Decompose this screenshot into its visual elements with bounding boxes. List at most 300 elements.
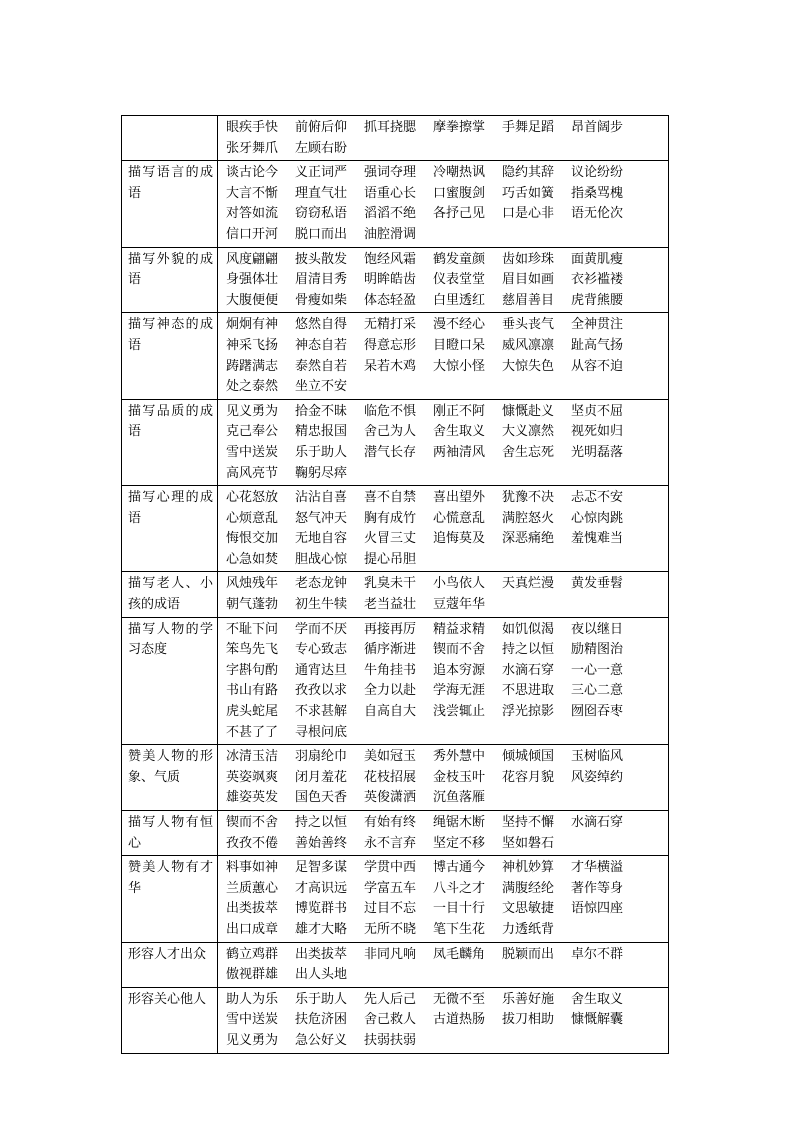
idiom: 从容不迫 (571, 358, 624, 374)
idiom: 朝气蓬勃 (226, 597, 279, 613)
idiom: 雪中送炭 (226, 1012, 279, 1028)
idiom: 字斟句酌 (226, 662, 279, 678)
idiom-line (226, 595, 668, 616)
idiom: 泰然自若 (295, 358, 348, 374)
idiom: 眉清目秀 (295, 272, 348, 288)
idiom: 学贯中西 (364, 860, 417, 876)
idiom: 沉鱼落雁 (433, 790, 486, 806)
idiom: 口蜜腹剑 (433, 185, 486, 201)
idiom: 著作等身 (571, 880, 624, 896)
idiom: 垂头丧气 (502, 317, 555, 333)
idiom: 坚贞不屈 (571, 403, 624, 419)
idiom: 威风凛凛 (502, 337, 555, 353)
idiom: 提心吊胆 (364, 551, 417, 567)
idiom: 坚持不懈 (502, 815, 555, 830)
idiom: 慈眉善目 (502, 292, 555, 308)
idiom: 扶危济困 (295, 1012, 348, 1028)
idiom: 神机妙算 (502, 860, 555, 876)
idioms-cell (218, 987, 669, 1053)
idiom: 手舞足蹈 (502, 120, 555, 135)
idiom: 舍生取义 (433, 424, 486, 440)
idiom: 豆蔻年华 (433, 597, 486, 613)
idiom: 无所不晓 (364, 921, 417, 937)
idiom: 骨瘦如柴 (295, 292, 348, 308)
idiom: 慷慨赴义 (502, 403, 555, 419)
table-row (122, 572, 669, 617)
idiom: 雪中送炭 (226, 444, 279, 460)
table-row (122, 811, 669, 856)
category-cell: 描写心理的成语 (122, 486, 218, 572)
idiom: 眼疾手快 (226, 120, 279, 135)
idiom: 临危不惧 (364, 403, 417, 419)
table-row (122, 486, 669, 572)
idiom: 左顾右盼 (295, 140, 348, 156)
idiom: 大腹便便 (226, 292, 279, 308)
idiom: 无精打采 (364, 317, 417, 333)
idiom-line (226, 509, 668, 530)
idiom: 全力以赴 (364, 683, 417, 699)
idiom-line (226, 834, 668, 855)
idiom: 谈古论今 (226, 165, 279, 181)
idioms-cell (218, 116, 669, 161)
idiom: 语无伦次 (571, 206, 624, 222)
idioms-cell (218, 572, 669, 617)
idiom: 持之以恒 (295, 815, 348, 830)
idiom: 犹豫不决 (502, 490, 555, 506)
idiom: 牛角挂书 (364, 662, 417, 678)
idiom: 舍己救人 (364, 1012, 417, 1028)
idiom: 大言不惭 (226, 185, 279, 201)
table-row (122, 116, 669, 161)
idiom: 舍己为人 (364, 424, 417, 440)
idiom: 过目不忘 (364, 901, 417, 917)
idiom: 孜孜以求 (295, 683, 348, 699)
idiom: 有始有终 (364, 815, 417, 830)
table-row (122, 313, 669, 399)
category-cell: 形容人才出众 (122, 942, 218, 987)
idiom: 心慌意乱 (433, 510, 486, 526)
idiom: 悔恨交加 (226, 531, 279, 547)
idiom: 水滴石穿 (502, 662, 555, 678)
idiom-line (226, 920, 668, 941)
idiom: 雄才大略 (295, 921, 348, 937)
idiom: 励精图治 (571, 642, 624, 658)
idiom: 通宵达旦 (295, 662, 348, 678)
idiom: 漫不经心 (433, 317, 486, 333)
idiom-line (226, 529, 668, 550)
idiom-line (226, 945, 668, 966)
idiom: 花容月貌 (502, 769, 555, 785)
table-row (122, 399, 669, 485)
idiom: 学而不厌 (295, 621, 348, 637)
idiom: 神态自若 (295, 337, 348, 353)
idiom: 脱颖而出 (502, 946, 555, 962)
idiom-line (226, 250, 668, 271)
idiom: 绳锯木断 (433, 815, 486, 830)
idiom: 追本穷源 (433, 662, 486, 678)
idiom-line (226, 813, 668, 834)
idiom: 秀外慧中 (433, 749, 486, 765)
idiom: 满腹经纶 (502, 880, 555, 896)
idiom: 踌躇满志 (226, 358, 279, 374)
idiom-line (226, 550, 668, 571)
idiom: 趾高气扬 (571, 337, 624, 353)
idiom: 巧舌如簧 (502, 185, 555, 201)
idiom-line (226, 1031, 668, 1052)
idiom: 凤毛麟角 (433, 946, 486, 962)
idiom: 强词夺理 (364, 165, 417, 181)
idiom: 英姿飒爽 (226, 769, 279, 785)
idiom: 追悔莫及 (433, 531, 486, 547)
table-row (122, 942, 669, 987)
idiom: 卓尔不群 (571, 946, 624, 962)
idiom: 议论纷纷 (571, 165, 624, 181)
idioms-cell (218, 942, 669, 987)
idiom: 脱口而出 (295, 226, 348, 242)
idiom: 先人后己 (364, 991, 417, 1007)
idiom: 身强体壮 (226, 272, 279, 288)
idiom: 精益求精 (433, 621, 486, 637)
category-cell: 描写语言的成语 (122, 161, 218, 247)
idiom: 夜以继日 (571, 621, 624, 637)
idiom: 面黄肌瘦 (571, 251, 624, 267)
idiom-line (226, 965, 668, 986)
idiom: 对答如流 (226, 206, 279, 222)
idiom: 书山有路 (226, 683, 279, 699)
category-cell: 描写神态的成语 (122, 313, 218, 399)
idiom: 出口成章 (226, 921, 279, 937)
idiom: 出类拔萃 (295, 946, 348, 962)
category-cell: 形容关心他人 (122, 987, 218, 1053)
idiom: 义正词严 (295, 165, 348, 181)
idiom: 金枝玉叶 (433, 769, 486, 785)
idiom: 呆若木鸡 (364, 358, 417, 374)
idiom: 摩拳擦掌 (433, 120, 486, 135)
idiom: 闭月羞花 (295, 769, 348, 785)
idiom: 全神贯注 (571, 317, 624, 333)
idiom: 如饥似渴 (502, 621, 555, 637)
idiom-line (226, 402, 668, 423)
idiom: 急公好义 (295, 1032, 348, 1048)
idiom: 大惊小怪 (433, 358, 486, 374)
idiom: 再接再厉 (364, 621, 417, 637)
idiom: 油腔滑调 (364, 226, 417, 242)
idiom: 乐善好施 (502, 991, 555, 1007)
idiom: 坚如磐石 (502, 835, 555, 851)
idiom-line (226, 661, 668, 682)
idiom: 笨鸟先飞 (226, 642, 279, 658)
idiom: 目瞪口呆 (433, 337, 486, 353)
idiom-line (226, 291, 668, 312)
idiom: 不求甚解 (295, 704, 348, 720)
idiom-line (226, 422, 668, 443)
idiom-line (226, 640, 668, 661)
idiom: 永不言弃 (364, 835, 417, 851)
idiom: 风烛残年 (226, 576, 279, 592)
idiom: 英俊潇洒 (364, 790, 417, 806)
category-cell: 描写老人、小孩的成语 (122, 572, 218, 617)
category-cell (122, 116, 218, 161)
table-row (122, 617, 669, 745)
idiom: 光明磊落 (571, 444, 624, 460)
idiom: 老当益壮 (364, 597, 417, 613)
idiom: 悠然自得 (295, 317, 348, 333)
idioms-cell (218, 486, 669, 572)
idiom: 学富五车 (364, 880, 417, 896)
idiom: 冷嘲热讽 (433, 165, 486, 181)
idiom-line (226, 899, 668, 920)
idiom: 克己奉公 (226, 424, 279, 440)
idioms-cell (218, 313, 669, 399)
idiom: 黄发垂髫 (571, 576, 624, 592)
idiom: 鹤立鸡群 (226, 946, 279, 962)
idiom: 冰清玉洁 (226, 749, 279, 765)
idiom: 衣衫褴褛 (571, 272, 624, 288)
idiom: 专心致志 (295, 642, 348, 658)
idiom: 笔下生花 (433, 921, 486, 937)
idiom-table-body (122, 116, 669, 1054)
idiom: 出类拔萃 (226, 901, 279, 917)
idiom: 助人为乐 (226, 991, 279, 1007)
idiom: 花枝招展 (364, 769, 417, 785)
table-row (122, 161, 669, 247)
idiom: 拾金不昧 (295, 403, 348, 419)
idiom: 浅尝辄止 (433, 704, 486, 720)
idiom-line (226, 118, 668, 139)
idiom: 锲而不舍 (433, 642, 486, 658)
idiom: 老态龙钟 (295, 576, 348, 592)
category-cell: 描写人物的学习态度 (122, 617, 218, 745)
idiom: 博览群书 (295, 901, 348, 917)
category-cell: 赞美人物有才华 (122, 856, 218, 942)
idiom-line (226, 270, 668, 291)
idiom: 天真烂漫 (502, 576, 555, 592)
idiom: 无地自容 (295, 531, 348, 547)
idiom-line (226, 879, 668, 900)
idiom: 忐忑不安 (571, 490, 624, 506)
idiom: 出人头地 (295, 967, 348, 983)
idiom: 羞愧难当 (571, 531, 624, 547)
idiom-line (226, 443, 668, 464)
idiom: 处之泰然 (226, 379, 279, 395)
idiom-line (226, 788, 668, 809)
idiom: 无微不至 (433, 991, 486, 1007)
idiom: 昂首阔步 (571, 120, 624, 135)
idiom-line (226, 574, 668, 595)
idiom: 小鸟依人 (433, 576, 486, 592)
idiom-line (226, 488, 668, 509)
idiom: 体态轻盈 (364, 292, 417, 308)
idiom: 胸有成竹 (364, 510, 417, 526)
idiom: 各抒己见 (433, 206, 486, 222)
idiom: 口是心非 (502, 206, 555, 222)
idiom: 善始善终 (295, 835, 348, 851)
idioms-cell (218, 811, 669, 856)
table-row (122, 745, 669, 811)
idiom: 才高识远 (295, 880, 348, 896)
idiom: 雄姿英发 (226, 790, 279, 806)
idiom: 前俯后仰 (295, 120, 348, 135)
idiom: 刚正不阿 (433, 403, 486, 419)
idiom: 一心一意 (571, 662, 624, 678)
idiom-line (226, 204, 668, 225)
idiom: 坚定不移 (433, 835, 486, 851)
idiom: 明眸皓齿 (364, 272, 417, 288)
idiom: 胆战心惊 (295, 551, 348, 567)
table-row (122, 856, 669, 942)
category-cell: 描写品质的成语 (122, 399, 218, 485)
idiom: 不甚了了 (226, 724, 279, 740)
idiom: 才华横溢 (571, 860, 624, 876)
idiom-line (226, 315, 668, 336)
idiom: 乐于助人 (295, 991, 348, 1007)
idiom: 兰质蕙心 (226, 880, 279, 896)
idioms-cell (218, 161, 669, 247)
idiom-line (226, 184, 668, 205)
idiom: 张牙舞爪 (226, 140, 279, 156)
idiom-line (226, 702, 668, 723)
idiom: 白里透红 (433, 292, 486, 308)
idiom: 语重心长 (364, 185, 417, 201)
idiom: 信口开河 (226, 226, 279, 242)
idiom: 八斗之才 (433, 880, 486, 896)
idiom-line (226, 336, 668, 357)
idiom: 鹤发童颜 (433, 251, 486, 267)
idiom: 潜气长存 (364, 444, 417, 460)
idiom: 喜出望外 (433, 490, 486, 506)
idiom-table (121, 115, 669, 1054)
idiom: 虎背熊腰 (571, 292, 624, 308)
idiom-line (226, 1010, 668, 1031)
idiom: 虎头蛇尾 (226, 704, 279, 720)
idiom: 乳臭未干 (364, 576, 417, 592)
idiom: 国色天香 (295, 790, 348, 806)
idiom: 倾城倾国 (502, 749, 555, 765)
idiom: 羽扇纶巾 (295, 749, 348, 765)
idiom: 火冒三丈 (364, 531, 417, 547)
idiom: 抓耳挠腮 (364, 120, 417, 135)
idiom: 见义勇为 (226, 1032, 279, 1048)
idiom: 高风亮节 (226, 465, 279, 481)
idiom: 足智多谋 (295, 860, 348, 876)
idiom: 理直气壮 (295, 185, 348, 201)
idiom-line (226, 225, 668, 246)
idiom: 浮光掠影 (502, 704, 555, 720)
idiom: 眉目如画 (502, 272, 555, 288)
idiom: 心花怒放 (226, 490, 279, 506)
idiom-line (226, 768, 668, 789)
idiom: 风姿绰约 (571, 769, 624, 785)
idiom: 喜不自禁 (364, 490, 417, 506)
idiom: 慷慨解囊 (571, 1012, 624, 1028)
idiom-line (226, 357, 668, 378)
idiom: 拔刀相助 (502, 1012, 555, 1028)
idioms-cell (218, 617, 669, 745)
idiom: 文思敏捷 (502, 901, 555, 917)
category-cell: 描写外貌的成语 (122, 247, 218, 313)
idiom-line (226, 620, 668, 641)
idiom: 舍生忘死 (502, 444, 555, 460)
idiom: 三心二意 (571, 683, 624, 699)
idiom-line (226, 990, 668, 1011)
idiom: 锲而不舍 (226, 815, 279, 830)
idiom: 满腔怒火 (502, 510, 555, 526)
idiom: 风度翩翩 (226, 251, 279, 267)
idiom: 齿如珍珠 (502, 251, 555, 267)
idiom: 指桑骂槐 (571, 185, 624, 201)
idiom: 披头散发 (295, 251, 348, 267)
idiom: 不思进取 (502, 683, 555, 699)
idiom-line (226, 681, 668, 702)
idiom: 怒气冲天 (295, 510, 348, 526)
idiom: 鞠躬尽瘁 (295, 465, 348, 481)
idiom: 扶弱扶弱 (364, 1032, 417, 1048)
idiom-line (226, 377, 668, 398)
idiom: 饱经风霜 (364, 251, 417, 267)
idiom: 非同凡响 (364, 946, 417, 962)
idiom: 孜孜不倦 (226, 835, 279, 851)
idiom: 精忠报国 (295, 424, 348, 440)
idiom-line (226, 139, 668, 160)
idiom: 心急如焚 (226, 551, 279, 567)
idioms-cell (218, 745, 669, 811)
idiom: 水滴石穿 (571, 815, 624, 830)
idiom: 持之以恒 (502, 642, 555, 658)
idiom: 两袖清风 (433, 444, 486, 460)
idioms-cell (218, 856, 669, 942)
idiom: 坐立不安 (295, 379, 348, 395)
category-cell: 赞美人物的形象、气质 (122, 745, 218, 811)
idiom: 仪表堂堂 (433, 272, 486, 288)
idiom: 沾沾自喜 (295, 490, 348, 506)
idiom: 美如冠玉 (364, 749, 417, 765)
idiom-line (226, 858, 668, 879)
idiom: 初生牛犊 (295, 597, 348, 613)
idiom: 得意忘形 (364, 337, 417, 353)
table-row (122, 987, 669, 1053)
idiom-line (226, 747, 668, 768)
idiom-line (226, 723, 668, 744)
idiom: 力透纸背 (502, 921, 555, 937)
idiom: 大惊失色 (502, 358, 555, 374)
idiom: 炯炯有神 (226, 317, 279, 333)
idiom: 循序渐进 (364, 642, 417, 658)
idiom: 不耻下问 (226, 621, 279, 637)
idiom: 自高自大 (364, 704, 417, 720)
idiom: 深恶痛绝 (502, 531, 555, 547)
table-row (122, 247, 669, 313)
idiom: 语惊四座 (571, 901, 624, 917)
idioms-cell (218, 247, 669, 313)
idiom: 博古通今 (433, 860, 486, 876)
idiom: 一目十行 (433, 901, 486, 917)
category-cell: 描写人物有恒心 (122, 811, 218, 856)
idiom: 窃窃私语 (295, 206, 348, 222)
idiom: 神采飞扬 (226, 337, 279, 353)
idiom: 滔滔不绝 (364, 206, 417, 222)
idiom: 大义凛然 (502, 424, 555, 440)
idiom: 料事如神 (226, 860, 279, 876)
idiom-line (226, 163, 668, 184)
idiom: 隐约其辞 (502, 165, 555, 181)
idiom: 学海无涯 (433, 683, 486, 699)
idiom: 舍生取义 (571, 991, 624, 1007)
idiom-line (226, 464, 668, 485)
idioms-cell (218, 399, 669, 485)
idiom: 傲视群雄 (226, 967, 279, 983)
idiom: 古道热肠 (433, 1012, 486, 1028)
idiom: 囫囵吞枣 (571, 704, 624, 720)
